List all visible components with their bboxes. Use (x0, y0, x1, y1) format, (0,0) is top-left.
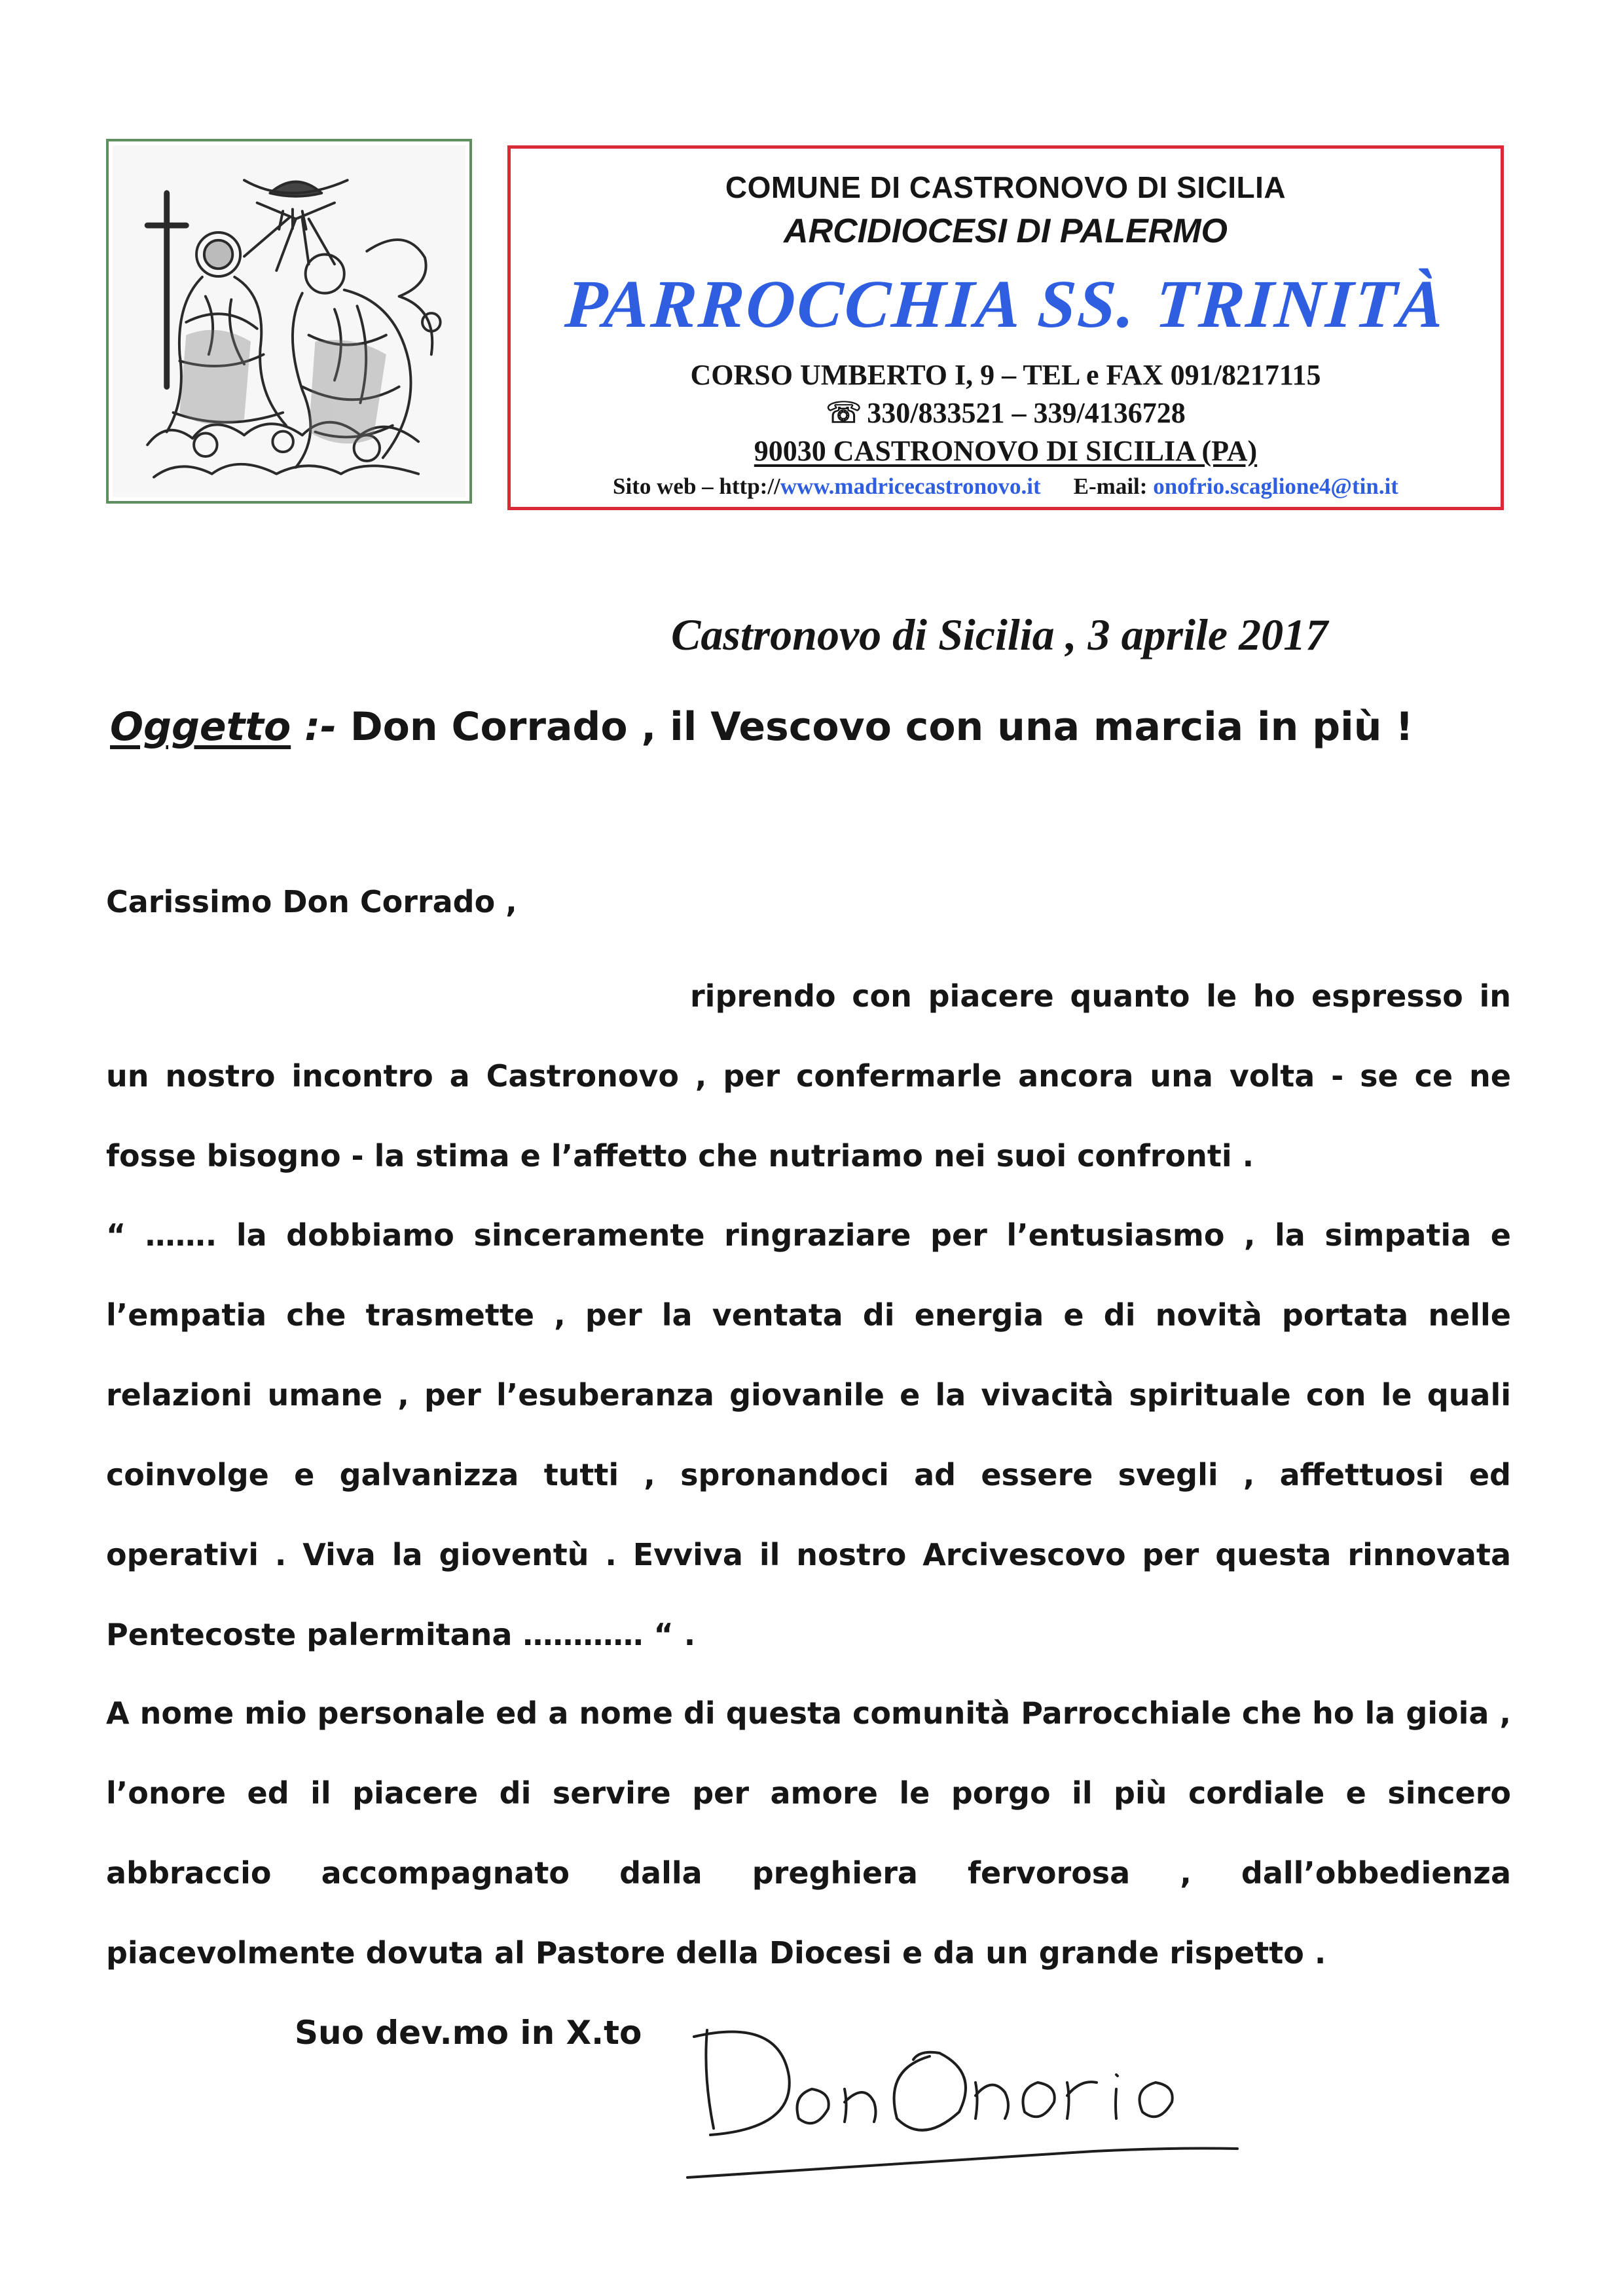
paragraph-intro: riprendo con piacere quanto le ho espresso in un nostro incontro a Castronovo , per confermarle ancora una volta - se ce ne fosse bisogno - la stima e l’affetto che nutriamo nei suoi confronti . (106, 978, 1511, 1174)
comune-name: COMUNE DI CASTRONOVO DI SICILIA (725, 170, 1286, 204)
email-label: E-mail: (1073, 473, 1148, 499)
arcidiocesi-name: ARCIDIOCESI DI PALERMO (784, 212, 1228, 250)
paragraph-closing: A nome mio personale ed a nome di questa comunità Parrocchiale che ho la gioia , l’onore ed il piacere di servire per amore le porgo il più cordiale e sincero abbraccio accompagnato dalla preghiera fervorosa , dall’obbedienza piacevolmente dovuta al Pastore della Diocesi e da un grande rispetto . (106, 1695, 1511, 1971)
closing-formula: Suo dev.mo in X.to (295, 2014, 642, 2052)
parish-phones (511, 396, 1501, 430)
web-label: Sito web – http:// (613, 473, 780, 499)
parish-logo (106, 139, 472, 504)
salutation: Carissimo Don Corrado , (106, 884, 517, 919)
subject-separator: :- (304, 704, 337, 750)
letterhead (507, 145, 1504, 510)
parish-name: PARROCCHIA SS. TRINITÀ (562, 267, 1449, 342)
letter-date: Castronovo di Sicilia , 3 aprile 2017 (671, 610, 1328, 659)
parish-address: CORSO UMBERTO I, 9 – TEL e FAX 091/8217115 (690, 359, 1321, 391)
holy-trinity-icon (109, 141, 469, 501)
parish-contacts (511, 473, 1501, 500)
subject-text: Don Corrado , il Vescovo con una marcia in più ! (350, 704, 1413, 750)
parish-city: 90030 CASTRONOVO DI SICILIA (PA) (754, 435, 1258, 467)
letter-subject (110, 704, 1413, 750)
signature (681, 1991, 1296, 2194)
email-link[interactable]: onofrio.scaglione4@tin.it (1153, 473, 1398, 499)
mobile-numbers: 330/833521 – 339/4136728 (867, 397, 1186, 429)
web-link[interactable]: www.madricecastronovo.it (780, 473, 1041, 499)
paragraph-quote: “ ……. la dobbiamo sinceramente ringraziare per l’entusiasmo , la simpatia e l’empatia che trasmette , per la ventata di energia e di novità portata nelle relazioni umane , per l’esuberanza giovanile e la vivacità spirituale con le quali coinvolge e galvanizza tutti , spronandoci ad essere svegli , affettuosi ed operativi . Viva la gioventù . Evviva il nostro Arcivescovo per questa rinnovata Pentecoste palermitana ………… “ . (106, 1217, 1511, 1652)
handwritten-signature-icon (681, 1991, 1296, 2194)
subject-label: Oggetto (110, 704, 291, 750)
telephone-icon: ☏ (826, 397, 862, 429)
